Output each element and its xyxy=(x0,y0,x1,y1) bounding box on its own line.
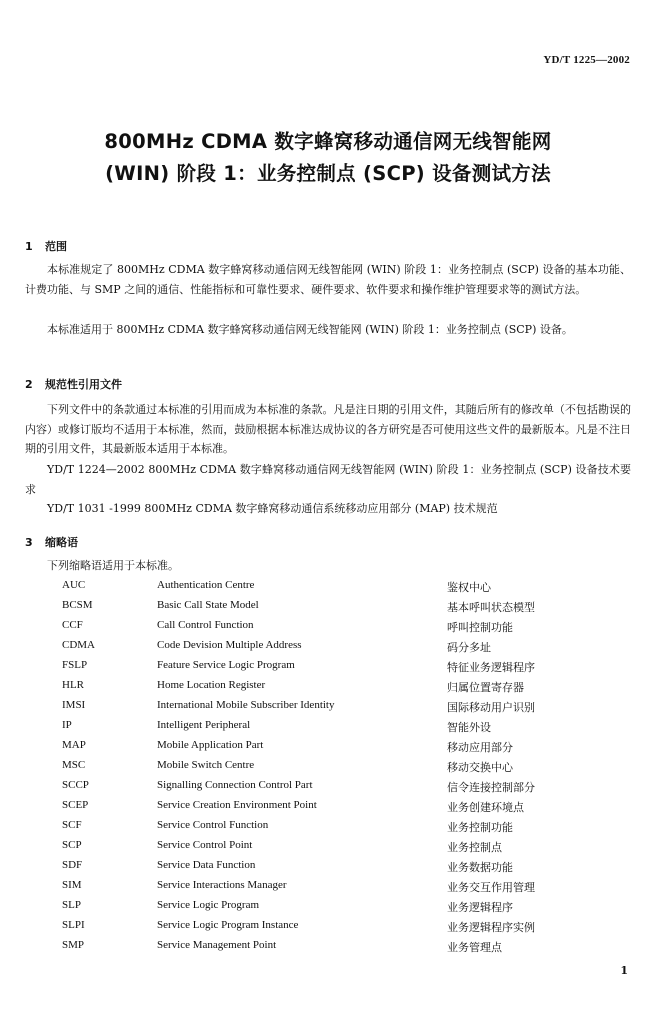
abbreviation-english: Service Control Function xyxy=(157,819,269,831)
document-title-line-1: 800MHz CDMA 数字蜂窝移动通信网无线智能网 xyxy=(104,130,552,153)
abbreviation-code: SDF xyxy=(62,859,83,871)
abbreviation-english: Service Data Function xyxy=(157,859,256,871)
abbreviation-chinese: 业务交互作用管理 xyxy=(447,881,535,894)
section-3-heading xyxy=(25,534,78,550)
section-2-title: 规范性引用文件 xyxy=(45,378,122,391)
abbreviation-chinese: 智能外设 xyxy=(447,721,491,734)
abbreviation-chinese: 基本呼叫状态模型 xyxy=(447,601,535,614)
section-1-heading xyxy=(25,238,67,254)
abbreviation-code: SCP xyxy=(62,839,82,851)
abbreviation-code: CDMA xyxy=(62,639,96,651)
abbreviation-english: Authentication Centre xyxy=(157,579,255,591)
section-2-number: 2 xyxy=(25,378,33,391)
abbreviation-code: MSC xyxy=(62,759,86,771)
abbreviation-code: SCEP xyxy=(62,799,89,811)
abbreviation-english: Service Creation Environment Point xyxy=(157,799,317,811)
abbreviation-code: SMP xyxy=(62,939,85,951)
abbreviation-chinese: 特征业务逻辑程序 xyxy=(447,661,535,674)
abbreviation-code: MAP xyxy=(62,739,86,751)
abbreviation-code: SCCP xyxy=(62,779,89,791)
abbreviation-chinese: 业务数据功能 xyxy=(447,861,513,874)
section-2-reference-2: YD/T 1031 -1999 800MHz CDMA 数字蜂窝移动通信系统移动应用部分 (MAP) 技术规范 xyxy=(47,502,498,515)
abbreviation-english: Service Logic Program Instance xyxy=(157,919,299,931)
abbreviation-code: AUC xyxy=(62,579,86,591)
abbreviation-chinese: 信令连接控制部分 xyxy=(447,781,535,794)
abbreviation-english: Service Logic Program xyxy=(157,899,260,911)
abbreviation-english: Mobile Application Part xyxy=(157,739,264,751)
abbreviation-chinese: 鉴权中心 xyxy=(447,581,491,594)
section-3-number: 3 xyxy=(25,536,33,549)
section-1-paragraph-1: 本标准规定了 800MHz CDMA 数字蜂窝移动通信网无线智能网 (WIN) 阶段 1：业务控制点 (SCP) 设备的基本功能、计费功能、与 SMP 之间的通信、性能指标和可靠性要求、硬件要求、软件要求和操作维护管理要求等的测试方法。 xyxy=(25,263,631,296)
abbreviation-chinese: 码分多址 xyxy=(447,641,491,654)
abbreviation-chinese: 归属位置寄存器 xyxy=(447,681,524,694)
abbreviation-code: IMSI xyxy=(62,699,86,711)
section-2-reference-1: YD/T 1224—2002 800MHz CDMA 数字蜂窝移动通信网无线智能网 (WIN) 阶段 1：业务控制点 (SCP) 设备技术要求 xyxy=(25,463,631,496)
abbreviation-code: SLPI xyxy=(62,919,85,931)
abbreviation-english: Service Control Point xyxy=(157,839,253,851)
abbreviation-chinese: 移动交换中心 xyxy=(447,761,513,774)
abbreviation-code: SLP xyxy=(62,899,81,911)
abbreviation-code: CCF xyxy=(62,619,83,631)
abbreviation-chinese: 业务控制点 xyxy=(447,841,502,854)
section-2-heading xyxy=(25,376,122,392)
abbreviation-chinese: 业务逻辑程序实例 xyxy=(447,921,535,934)
section-1-title: 范围 xyxy=(45,240,67,253)
abbreviation-chinese: 国际移动用户识别 xyxy=(447,701,535,714)
section-1-number: 1 xyxy=(25,240,33,253)
abbreviation-english: Feature Service Logic Program xyxy=(157,659,295,671)
abbreviation-chinese: 呼叫控制功能 xyxy=(447,621,513,634)
abbreviation-code: SCF xyxy=(62,819,82,831)
abbreviation-english: Intelligent Peripheral xyxy=(157,719,251,731)
abbreviation-code: HLR xyxy=(62,679,84,691)
abbreviation-english: Service Interactions Manager xyxy=(157,879,287,891)
abbreviation-english: Home Location Register xyxy=(157,679,266,691)
abbreviation-chinese: 业务创建环境点 xyxy=(447,801,524,814)
abbreviation-chinese: 业务控制功能 xyxy=(447,821,513,834)
abbreviation-code: SIM xyxy=(62,879,82,891)
abbreviation-chinese: 移动应用部分 xyxy=(447,741,513,754)
abbreviation-code: FSLP xyxy=(62,659,88,671)
abbreviation-chinese: 业务管理点 xyxy=(447,941,502,954)
abbreviation-english: Service Management Point xyxy=(157,939,277,951)
abbreviation-english: Code Devision Multiple Address xyxy=(157,639,302,651)
abbreviation-english: Basic Call State Model xyxy=(157,599,259,611)
abbreviation-english: Mobile Switch Centre xyxy=(157,759,255,771)
section-1-paragraph-2: 本标准适用于 800MHz CDMA 数字蜂窝移动通信网无线智能网 (WIN) 阶段 1：业务控制点 (SCP) 设备。 xyxy=(47,323,573,336)
standard-code: YD/T 1225—2002 xyxy=(543,54,630,66)
page-number: 1 xyxy=(620,964,628,977)
section-3-title: 缩略语 xyxy=(45,536,78,549)
abbreviation-english: Signalling Connection Control Part xyxy=(157,779,313,791)
abbreviation-english: Call Control Function xyxy=(157,619,254,631)
section-3-intro: 下列缩略语适用于本标准。 xyxy=(47,559,179,572)
abbreviation-code: BCSM xyxy=(62,599,93,611)
abbreviation-code: IP xyxy=(62,719,72,731)
document-title-line-2: (WIN) 阶段 1：业务控制点 (SCP) 设备测试方法 xyxy=(105,162,551,185)
abbreviation-chinese: 业务逻辑程序 xyxy=(447,901,513,914)
section-2-paragraph-1: 下列文件中的条款通过本标准的引用而成为本标准的条款。凡是注日期的引用文件，其随后所有的修改单（不包括勘误的内容）或修订版均不适用于本标准，然而，鼓励根据本标准达成协议的各方研究是否可使用这些文件的最新版本。凡是不注日期的引用文件，其最新版本适用于本标准。 xyxy=(25,403,631,455)
abbreviation-english: International Mobile Subscriber Identity xyxy=(157,699,335,711)
